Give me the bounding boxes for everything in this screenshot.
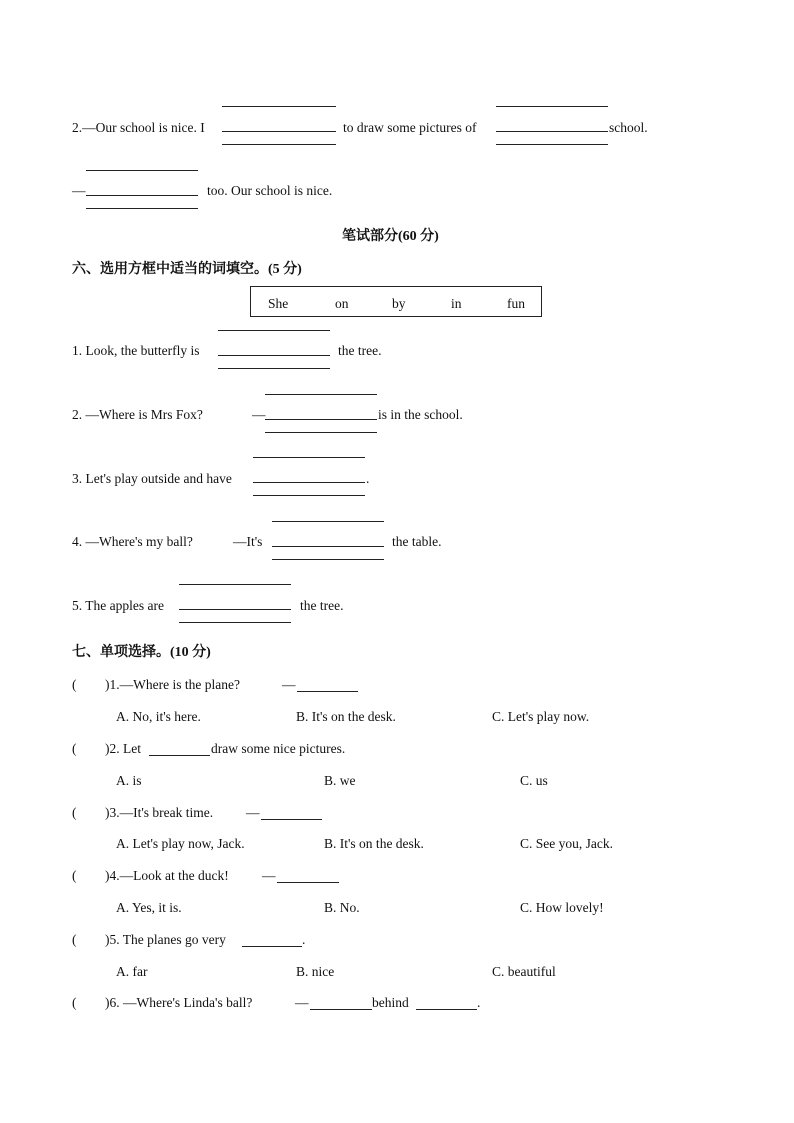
s6-q5-suffix: the tree.: [300, 598, 344, 613]
answer-line[interactable]: [272, 521, 384, 522]
option-b[interactable]: B. It's on the desk.: [296, 709, 396, 724]
s6-q1-prefix: 1. Look, the butterfly is: [72, 343, 200, 358]
answer-line[interactable]: [222, 131, 336, 132]
answer-paren-open: (: [72, 932, 77, 947]
answer-line[interactable]: [253, 495, 365, 496]
answer-line[interactable]: [496, 144, 608, 145]
option-a[interactable]: A. Let's play now, Jack.: [116, 836, 245, 851]
answer-paren-open: (: [72, 677, 77, 692]
answer-line[interactable]: [265, 394, 377, 395]
s7-q1-answer-prefix: —: [282, 677, 296, 692]
s7-q6-stem: )6. —Where's Linda's ball?: [105, 995, 253, 1010]
option-b[interactable]: B. we: [324, 773, 356, 788]
answer-line[interactable]: [272, 559, 384, 560]
s7-q4-stem: )4.—Look at the duck!: [105, 868, 229, 883]
section6-title: 六、选用方框中适当的词填空。(5 分): [72, 262, 302, 277]
s7-q4-answer-prefix: —: [262, 868, 276, 883]
word-box-item: on: [335, 296, 349, 311]
s6-q2-suffix: is in the school.: [378, 407, 463, 422]
word-box: [250, 286, 542, 317]
s6-q4-prefix: 4. —Where's my ball?: [72, 534, 193, 549]
s7-q6-after: .: [477, 995, 481, 1010]
answer-line[interactable]: [416, 1009, 477, 1010]
answer-line[interactable]: [253, 457, 365, 458]
option-c[interactable]: C. How lovely!: [520, 900, 604, 915]
s6-q2-prefix: 2. —Where is Mrs Fox?: [72, 407, 203, 422]
answer-line[interactable]: [218, 368, 330, 369]
answer-line[interactable]: [277, 882, 339, 883]
answer-paren-open: (: [72, 805, 77, 820]
answer-line[interactable]: [222, 144, 336, 145]
s6-q2-mid: —: [252, 407, 266, 422]
answer-line[interactable]: [222, 106, 336, 107]
option-b[interactable]: B. It's on the desk.: [324, 836, 424, 851]
s5-q2-suffix: school.: [609, 120, 648, 135]
option-b[interactable]: B. No.: [324, 900, 360, 915]
answer-line[interactable]: [179, 584, 291, 585]
s7-q3-answer-prefix: —: [246, 805, 260, 820]
option-c[interactable]: C. Let's play now.: [492, 709, 590, 724]
answer-paren-open: (: [72, 868, 77, 883]
option-a[interactable]: A. No, it's here.: [116, 709, 201, 724]
answer-line[interactable]: [242, 946, 302, 947]
word-box-item: She: [268, 296, 289, 311]
s6-q4-suffix: the table.: [392, 534, 442, 549]
s5-q2l2-prefix: —: [72, 183, 86, 198]
option-a[interactable]: A. is: [116, 773, 142, 788]
s7-q6-mid: behind: [372, 995, 409, 1010]
section7-title: 七、单项选择。(10 分): [72, 645, 211, 660]
answer-paren-open: (: [72, 995, 77, 1010]
s5-q2l2-suffix: too. Our school is nice.: [207, 183, 333, 198]
s7-q5-after: .: [302, 932, 306, 947]
s6-q3-prefix: 3. Let's play outside and have: [72, 471, 232, 486]
answer-line[interactable]: [272, 546, 384, 547]
s7-q1-stem: )1.—Where is the plane?: [105, 677, 240, 692]
s7-q2-after: draw some nice pictures.: [211, 741, 346, 756]
s6-q3-suffix: .: [366, 471, 370, 486]
s5-q2-prefix: 2.—Our school is nice. I: [72, 120, 205, 135]
answer-line[interactable]: [149, 755, 210, 756]
s6-q4-mid: —It's: [233, 534, 263, 549]
answer-line[interactable]: [179, 622, 291, 623]
answer-line[interactable]: [218, 330, 330, 331]
s7-q3-stem: )3.—It's break time.: [105, 805, 214, 820]
answer-line[interactable]: [297, 691, 358, 692]
answer-line[interactable]: [261, 819, 322, 820]
s5-q2-mid: to draw some pictures of: [343, 120, 477, 135]
answer-line[interactable]: [265, 419, 377, 420]
option-c[interactable]: C. See you, Jack.: [520, 836, 613, 851]
answer-line[interactable]: [179, 609, 291, 610]
word-box-item: in: [451, 296, 462, 311]
option-c[interactable]: C. beautiful: [492, 964, 556, 979]
s7-q5-stem: )5. The planes go very: [105, 932, 226, 947]
option-a[interactable]: A. Yes, it is.: [116, 900, 182, 915]
written-part-title: 笔试部分(60 分): [342, 229, 439, 244]
answer-line[interactable]: [310, 1009, 372, 1010]
option-a[interactable]: A. far: [116, 964, 148, 979]
answer-line[interactable]: [86, 208, 198, 209]
answer-line[interactable]: [86, 195, 198, 196]
answer-paren-open: (: [72, 741, 77, 756]
s6-q5-prefix: 5. The apples are: [72, 598, 164, 613]
answer-line[interactable]: [86, 170, 198, 171]
answer-line[interactable]: [496, 131, 608, 132]
s7-q6-answer-prefix: —: [295, 995, 309, 1010]
answer-line[interactable]: [265, 432, 377, 433]
option-b[interactable]: B. nice: [296, 964, 335, 979]
answer-line[interactable]: [218, 355, 330, 356]
word-box-item: by: [392, 296, 406, 311]
word-box-item: fun: [507, 296, 525, 311]
s6-q1-suffix: the tree.: [338, 343, 382, 358]
answer-line[interactable]: [253, 482, 365, 483]
s7-q2-stem: )2. Let: [105, 741, 141, 756]
option-c[interactable]: C. us: [520, 773, 548, 788]
answer-line[interactable]: [496, 106, 608, 107]
